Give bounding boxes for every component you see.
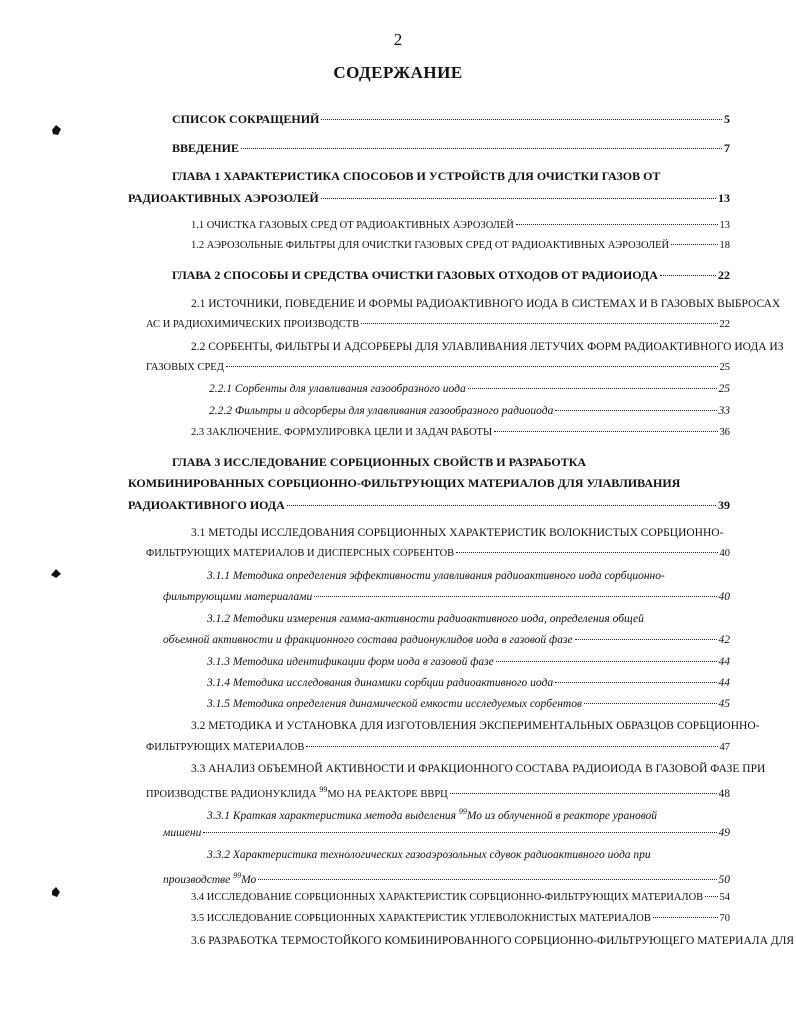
toc-entry [209, 404, 730, 418]
toc-entry-page: 44 [718, 677, 730, 689]
toc-entry-title [146, 783, 448, 802]
toc-entry [163, 633, 730, 647]
toc-entry-page: 25 [718, 383, 730, 395]
toc-entry-title: 3.1.3 Методика идентификации форм иода в газовой фазе [207, 656, 494, 668]
toc-entry-page: 22 [718, 268, 730, 282]
toc-entry [172, 268, 730, 282]
toc-entry-title: ГЛАВА 1 ХАРАКТЕРИСТИКА СПОСОБОВ И УСТРОЙСТВ ДЛЯ ОЧИСТКИ ГАЗОВ ОТ [172, 169, 661, 183]
toc-entry-page: 40 [718, 591, 730, 603]
toc-entry-page: 48 [718, 787, 730, 800]
toc-entry-title: ФИЛЬТРУЮЩИХ МАТЕРИАЛОВ И ДИСПЕРСНЫХ СОРБЕНТОВ [146, 548, 455, 559]
toc-entry [191, 426, 730, 440]
toc-entry-title: 3.3.2 Характеристика технологических газоаэрозольных сдувок радиоактивного иода при [207, 849, 651, 861]
toc-entry-title: 3.1.5 Методика определения динамической емкости исследуемых сорбентов [207, 698, 582, 710]
toc-entry-page: 42 [718, 634, 730, 646]
toc-entry-page: 47 [719, 742, 730, 753]
toc-entry [146, 318, 730, 332]
toc-entry-title [207, 805, 657, 823]
toc-entry-page: 44 [718, 656, 730, 668]
toc-entry-page: 7 [724, 141, 730, 155]
toc-entry [146, 361, 730, 375]
toc-entry-page: 33 [718, 405, 730, 417]
toc-entry-title: 3.1.2 Методики измерения гамма-активности радиоактивного иода, определения общей [207, 613, 644, 625]
toc-entry-title: ГЛАВА 2 СПОСОБЫ И СРЕДСТВА ОЧИСТКИ ГАЗОВЫХ ОТХОДОВ ОТ РАДИОИОДА [172, 268, 658, 282]
toc-entry-page: 40 [719, 548, 730, 559]
toc-entry-title: СПИСОК СОКРАЩЕНИЙ [172, 112, 320, 126]
toc-entry [163, 826, 730, 840]
toc-entry-title: ФИЛЬТРУЮЩИХ МАТЕРИАЛОВ [146, 742, 305, 753]
toc-entry-title: РАДИОАКТИВНЫХ АЭРОЗОЛЕЙ [128, 191, 319, 205]
toc-entry-title-part: 3.3.1 Краткая характеристика метода выделения [207, 809, 456, 822]
toc-entry [163, 869, 730, 887]
toc-entry-title-part: Мо из облученной в реакторе урановой [466, 809, 658, 822]
toc-entry-title: мишени [163, 827, 202, 839]
toc-entry [207, 676, 730, 690]
superscript: 99 [458, 807, 467, 816]
toc-entry-title [163, 869, 256, 887]
toc-entry [172, 112, 730, 126]
toc-entry [146, 741, 730, 755]
toc-entry-title: 2.1 ИСТОЧНИКИ, ПОВЕДЕНИЕ И ФОРМЫ РАДИОАКТИВНОГО ИОДА В СИСТЕМАХ И В ГАЗОВЫХ ВЫБРОСАХ [191, 298, 781, 310]
toc-entry-title: РАДИОАКТИВНОГО ИОДА [128, 498, 285, 512]
toc-entry-title: 1.1 ОЧИСТКА ГАЗОВЫХ СРЕД ОТ РАДИОАКТИВНЫХ АЭРОЗОЛЕЙ [191, 220, 514, 231]
toc-entry-page: 45 [718, 698, 730, 710]
toc-entry-title: 3.2 МЕТОДИКА И УСТАНОВКА ДЛЯ ИЗГОТОВЛЕНИЯ ЭКСПЕРИМЕНТАЛЬНЫХ ОБРАЗЦОВ СОРБЦИОННО- [191, 720, 760, 732]
toc-entry [146, 783, 730, 802]
toc-entry-title: 3.3 АНАЛИЗ ОБЪЕМНОЙ АКТИВНОСТИ И ФРАКЦИОННОГО СОСТАВА РАДИОИОДА В ГАЗОВОЙ ФАЗЕ ПРИ [191, 763, 766, 775]
toc-title: СОДЕРЖАНИЕ [333, 63, 463, 82]
toc-entry [191, 219, 730, 233]
toc-entry-page: 54 [719, 892, 730, 903]
toc-entry-page: 25 [719, 362, 730, 373]
toc-entry-page: 50 [718, 873, 730, 886]
toc-entry-title: ВВЕДЕНИЕ [172, 141, 239, 155]
toc-entry [209, 382, 730, 396]
toc-entry-page: 5 [724, 112, 730, 126]
toc-entry-title: объемной активности и фракционного состава радионуклидов иода в газовой фазе [163, 634, 573, 646]
toc-entry-title: фильтрующими материалами [163, 591, 313, 603]
toc-entry-title: ГЛАВА 3 ИССЛЕДОВАНИЕ СОРБЦИОННЫХ СВОЙСТВ И РАЗРАБОТКА [172, 455, 587, 469]
toc-entry [172, 141, 730, 155]
toc-entry-page: 70 [719, 913, 730, 924]
toc-entry-page: 18 [719, 240, 730, 251]
toc-entry-title: КОМБИНИРОВАННЫХ СОРБЦИОННО-ФИЛЬТРУЮЩИХ МАТЕРИАЛОВ ДЛЯ УЛАВЛИВАНИЯ [128, 476, 681, 490]
toc-entry-title: 3.1.4 Методика исследования динамики сорбции радиоактивного иода [207, 677, 554, 689]
toc-entry-title: 1.2 АЭРОЗОЛЬНЫЕ ФИЛЬТРЫ ДЛЯ ОЧИСТКИ ГАЗОВЫХ СРЕД ОТ РАДИОАКТИВНЫХ АЭРОЗОЛЕЙ [191, 240, 670, 251]
toc-entry [128, 498, 730, 512]
toc-entry-title-part: ПРОИЗВОДСТВЕ РАДИОНУКЛИДА [146, 788, 317, 800]
toc-entry-title: АС И РАДИОХИМИЧЕСКИХ ПРОИЗВОДСТВ [146, 319, 360, 330]
toc-entry-page: 49 [718, 827, 730, 839]
superscript: 99 [233, 871, 242, 880]
toc-entry [207, 655, 730, 669]
toc-entry-title-part: производстве [163, 873, 231, 886]
toc-entry-page: 22 [719, 319, 730, 330]
toc-entry-title: 3.4 ИССЛЕДОВАНИЕ СОРБЦИОННЫХ ХАРАКТЕРИСТИК СОРБЦИОННО-ФИЛЬТРУЮЩИХ МАТЕРИАЛОВ [191, 892, 704, 903]
toc-entry-title: 3.5 ИССЛЕДОВАНИЕ СОРБЦИОННЫХ ХАРАКТЕРИСТИК УГЛЕВОЛОКНИСТЫХ МАТЕРИАЛОВ [191, 913, 651, 924]
toc-entry-title: 2.2.1 Сорбенты для улавливания газообразного иода [209, 383, 466, 395]
toc-entry-title-part: МО НА РЕАКТОРЕ ВВРЦ [327, 788, 448, 800]
toc-entry-page: 13 [718, 191, 730, 205]
toc-entry [207, 697, 730, 711]
page-number: 2 [393, 30, 403, 49]
toc-entry-title: 3.1.1 Методика определения эффективности улавливания радиоактивного иода сорбционно- [207, 570, 665, 582]
toc-entry-title: 2.2 СОРБЕНТЫ, ФИЛЬТРЫ И АДСОРБЕРЫ ДЛЯ УЛАВЛИВАНИЯ ЛЕТУЧИХ ФОРМ РАДИОАКТИВНОГО ИОДА ИЗ [191, 341, 784, 353]
toc-entry-title: 2.2.2 Фильтры и адсорберы для улавливания газообразного радиоиода [209, 405, 554, 417]
toc-entry-page: 13 [719, 220, 730, 231]
toc-entry [128, 191, 730, 205]
toc-entry-title: 2.3 ЗАКЛЮЧЕНИЕ. ФОРМУЛИРОВКА ЦЕЛИ И ЗАДАЧ РАБОТЫ [191, 427, 493, 438]
toc-entry-title-part: Мо [241, 873, 257, 886]
toc-entry [191, 912, 730, 926]
toc-entry [146, 547, 730, 561]
toc-entry-page: 36 [719, 427, 730, 438]
toc-entry-title: 3.1 МЕТОДЫ ИССЛЕДОВАНИЯ СОРБЦИОННЫХ ХАРАКТЕРИСТИК ВОЛОКНИСТЫХ СОРБЦИОННО- [191, 527, 724, 539]
toc-entry [191, 891, 730, 905]
superscript: 99 [319, 785, 328, 794]
toc-entry-page: 39 [718, 498, 730, 512]
toc-entry-title: ГАЗОВЫХ СРЕД [146, 362, 224, 373]
toc-entry [191, 239, 730, 253]
toc-entry-title: 3.6 РАЗРАБОТКА ТЕРМОСТОЙКОГО КОМБИНИРОВАННОГО СОРБЦИОННО-ФИЛЬТРУЮЩЕГО МАТЕРИАЛА ДЛЯ [191, 935, 795, 947]
toc-entry [163, 590, 730, 604]
